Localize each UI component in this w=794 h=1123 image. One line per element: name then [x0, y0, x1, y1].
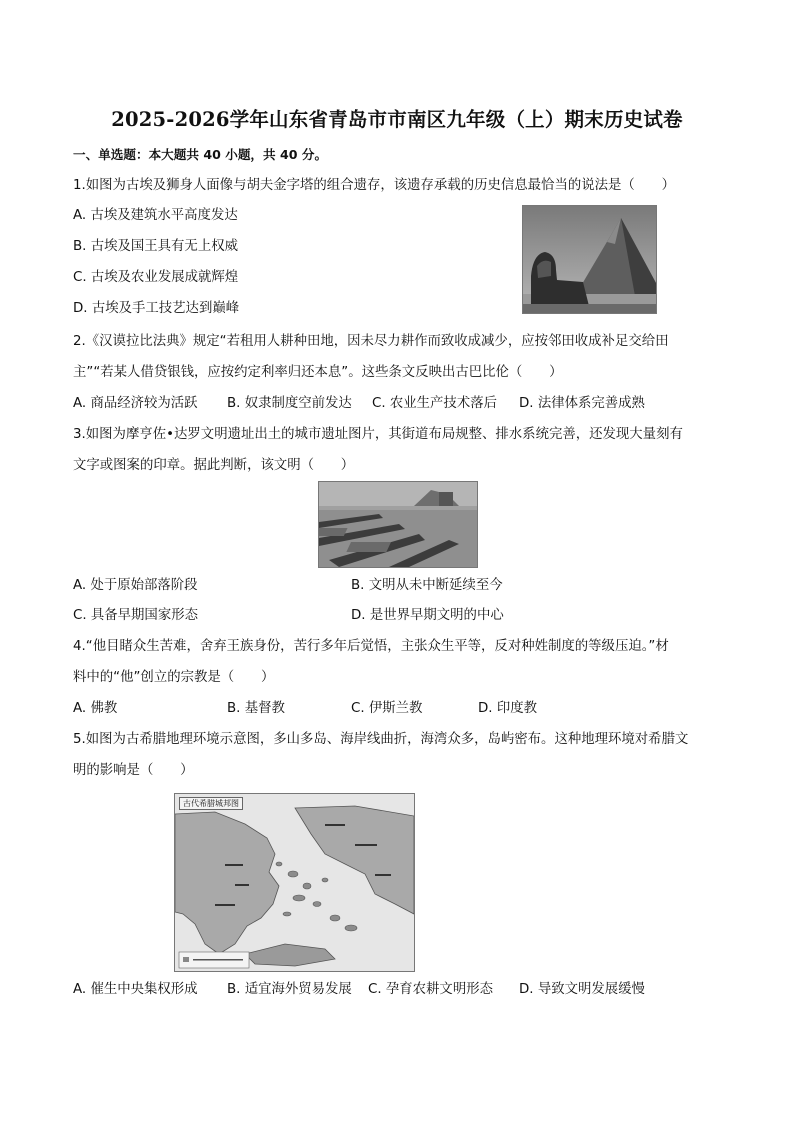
question-2-option-a: A. 商品经济较为活跃	[73, 396, 198, 411]
question-5-option-d: D. 导致文明发展缓慢	[519, 982, 645, 997]
question-1-stem: 1.如图为古埃及狮身人面像与胡夫金字塔的组合遗存，该遗存承载的历史信息最恰当的说法是（ ）	[73, 178, 675, 193]
question-4-stem-line2: 料中的“他”创立的宗教是（ ）	[73, 670, 275, 685]
question-2-option-c: C. 农业生产技术落后	[372, 396, 497, 411]
question-3-option-b: B. 文明从未中断延续至今	[351, 578, 503, 593]
question-2-stem-line2: 主”“若某人借贷银钱，应按约定利率归还本息”。这些条文反映出古巴比伦（ ）	[73, 365, 563, 380]
question-1-option-a: A. 古埃及建筑水平高度发达	[73, 208, 238, 223]
question-2-stem-line1: 2.《汉谟拉比法典》规定“若租用人耕种田地，因未尽力耕作而致收成减少，应按邻田收成补足交给田	[73, 334, 669, 349]
question-5-stem-line2: 明的影响是（ ）	[73, 763, 194, 778]
question-3-option-d: D. 是世界早期文明的中心	[351, 608, 504, 623]
question-4-option-c: C. 伊斯兰教	[351, 701, 423, 716]
question-3-option-a: A. 处于原始部落阶段	[73, 578, 198, 593]
question-5-option-b: B. 适宜海外贸易发展	[227, 982, 352, 997]
question-5-option-c: C. 孕育农耕文明形态	[368, 982, 493, 997]
sphinx-pyramid-photo	[522, 205, 657, 314]
map-title: 古代希腊城邦图	[179, 797, 243, 810]
question-2-option-b: B. 奴隶制度空前发达	[227, 396, 352, 411]
question-4-option-b: B. 基督教	[227, 701, 285, 716]
question-4-option-a: A. 佛教	[73, 701, 118, 716]
question-1-option-b: B. 古埃及国王具有无上权威	[73, 239, 238, 254]
section-heading: 一、单选题：本大题共 40 小题，共 40 分。	[73, 147, 328, 162]
question-4-stem-line1: 4.“他目睹众生苦难，舍弃王族身份，苦行多年后觉悟，主张众生平等，反对种姓制度的等级压迫。”材	[73, 639, 669, 654]
question-4-option-d: D. 印度教	[478, 701, 537, 716]
question-5-stem-line1: 5.如图为古希腊地理环境示意图，多山多岛、海岸线曲折，海湾众多，岛屿密布。这种地理环境对希腊文	[73, 732, 689, 747]
question-3-option-c: C. 具备早期国家形态	[73, 608, 198, 623]
mohenjo-daro-photo	[318, 481, 478, 568]
question-3-stem-line1: 3.如图为摩亨佐•达罗文明遗址出土的城市遗址图片，其街道布局规整、排水系统完善，还发现大量刻有	[73, 427, 683, 442]
question-1-option-c: C. 古埃及农业发展成就辉煌	[73, 270, 239, 285]
question-5-option-a: A. 催生中央集权形成	[73, 982, 198, 997]
page-title: 2025-2026学年山东省青岛市市南区九年级（上）期末历史试卷	[111, 108, 683, 131]
question-3-stem-line2: 文字或图案的印章。据此判断，该文明（ ）	[73, 458, 355, 473]
ancient-greece-map	[174, 793, 415, 972]
question-2-option-d: D. 法律体系完善成熟	[519, 396, 645, 411]
question-1-option-d: D. 古埃及手工技艺达到巅峰	[73, 301, 240, 316]
